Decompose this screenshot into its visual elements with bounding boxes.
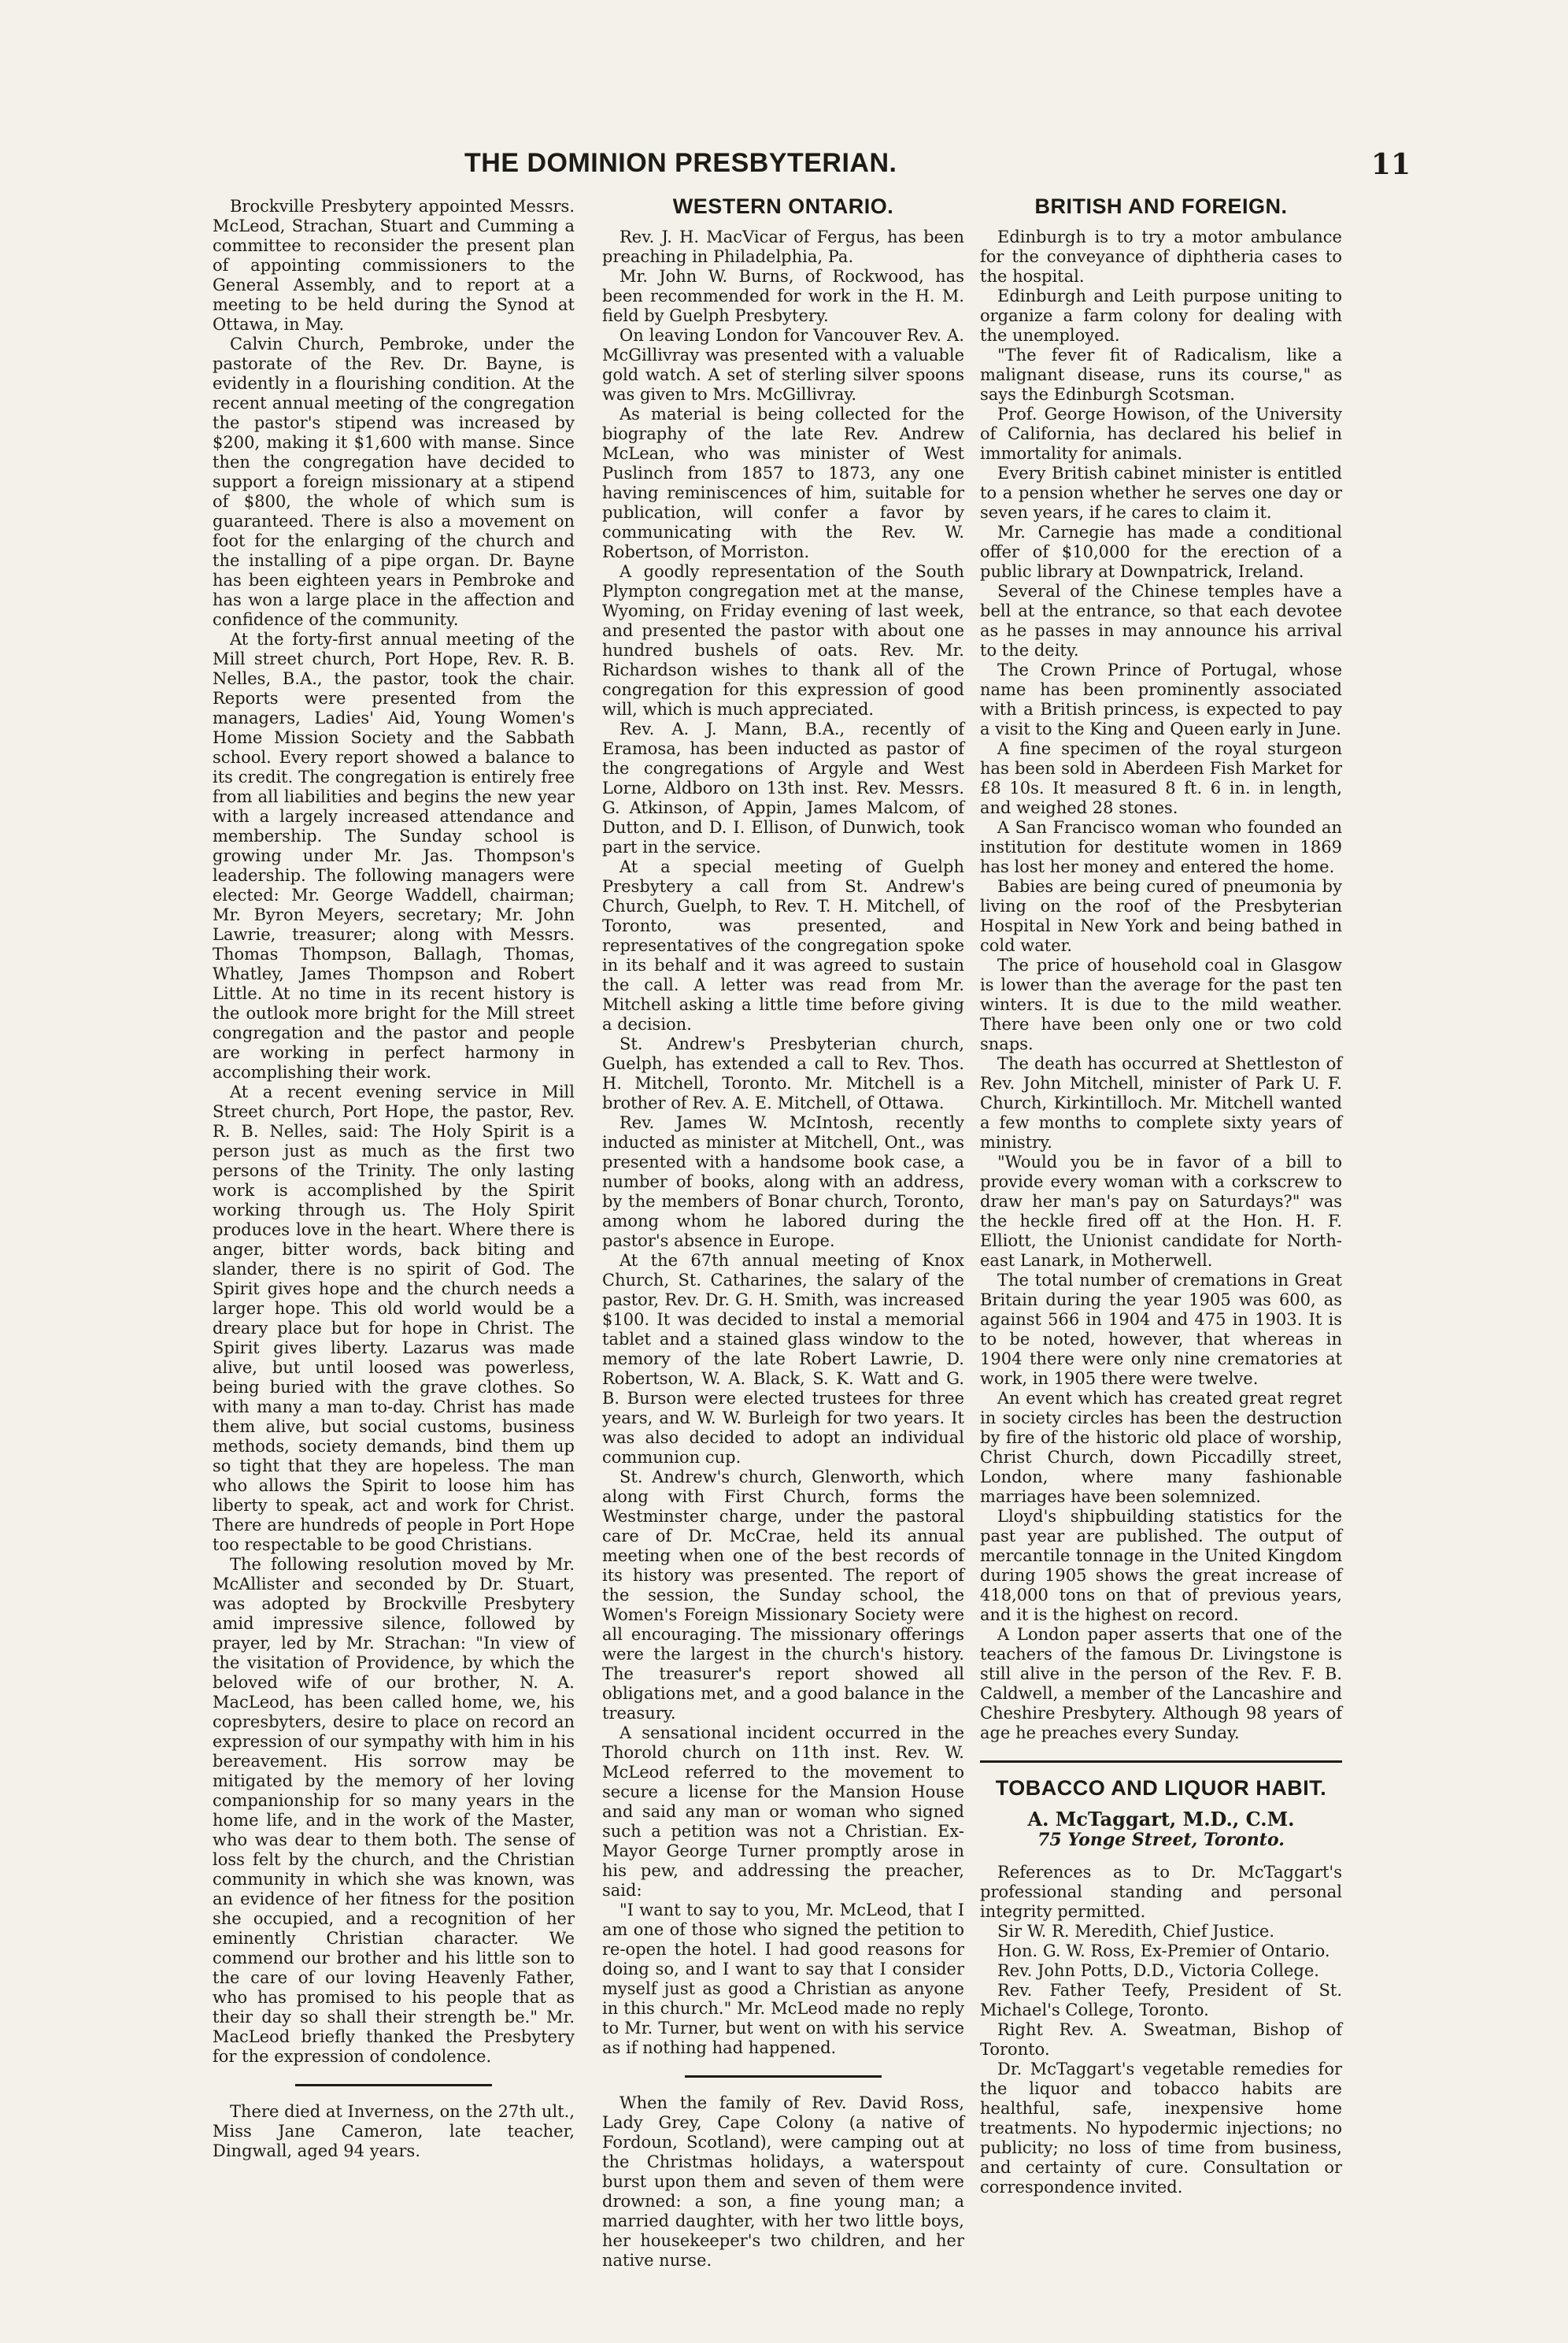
article-paragraph: Edinburgh is to try a motor ambulance for the conveyance of diphtheria cases to the hospital.	[980, 228, 1342, 286]
article-paragraph: St. Andrew's church, Glenworth, which along with First Church, forms the Westminster charge, under the pastoral care of Dr. McCrae, held its annual meeting when one of the best records of its history was presented. The report of the session, the Sunday school, the Women's Foreign Missionary Society were all encouraging. The missionary offerings were the largest in the church's history. The treasurer's report showed all obligations met, and a good balance in the treasury.	[602, 1468, 964, 1723]
article-paragraph: Babies are being cured of pneumonia by living on the roof of the Presbyterian Hospital in New York and being bathed in cold water.	[980, 877, 1342, 955]
article-paragraph: "The fever fit of Radicalism, like a malignant disease, runs its course," as says the Edinburgh Scotsman.	[980, 346, 1342, 404]
advert-doctor-name: A. McTaggart, M.D., C.M.	[1027, 1808, 1295, 1830]
article-paragraph: On leaving London for Vancouver Rev. A. McGillivray was presented with a valuable gold watch. A set of sterling silver spoons was given to Mrs. McGillivray.	[602, 326, 964, 404]
article-paragraph: Edinburgh and Leith purpose uniting to organize a farm colony for dealing with the unemployed.	[980, 287, 1342, 345]
article-paragraph: A sensational incident occurred in the Thorold church on 11th inst. Rev. W. McLeod referred to the movement to secure a license for the Mansion House and said any man or woman who signed such a petition was not a Christian. Ex-Mayor George Turner promptly arose in his pew, and addressing the preacher, said:	[602, 1723, 964, 1900]
article-paragraph: A fine specimen of the royal sturgeon has been sold in Aberdeen Fish Market for £8 10s. It measured 8 ft. 6 in. in length, and weighed 28 stones.	[980, 739, 1342, 817]
section-heading-western-ontario: WESTERN ONTARIO.	[672, 194, 894, 218]
article-paragraph: The death has occurred at Shettleston of Rev. John Mitchell, minister of Park U. F. Church, Kirkintilloch. Mr. Mitchell wanted a few months to complete sixty years of ministry.	[980, 1054, 1342, 1152]
masthead-title: THE DOMINION PRESBYTERIAN.	[464, 148, 897, 178]
article-paragraph: When the family of Rev. David Ross, Lady Grey, Cape Colony (a native of Fordoun, Scotland), were camping out at the Christmas holidays, a waterspout burst upon them and seven of them were drowned: a son, a fine young man; a married daughter, with her two little boys, her housekeeper's two children, and her native nurse.	[602, 2093, 964, 2270]
article-paragraph: There died at Inverness, on the 27th ult., Miss Jane Cameron, late teacher, Dingwall, aged 94 years.	[213, 2102, 575, 2160]
article-paragraph: Calvin Church, Pembroke, under the pastorate of the Rev. Dr. Bayne, is evidently in a flourishing condition. At the recent annual meeting of the congregation the pastor's stipend was increased by $200, making it $1,600 with manse. Since then the congregation have decided to support a foreign missionary at a stipend of $800, the whole of which sum is guaranteed. There is also a movement on foot for the enlarging of the church and the installing of a pipe organ. Dr. Bayne has been eighteen years in Pembroke and has won a large place in the affection and confidence of the community.	[213, 335, 575, 629]
advert-heading: TOBACCO AND LIQUOR HABIT.	[995, 1776, 1327, 1800]
advertisement-tobacco-liquor	[980, 1776, 1342, 2197]
article-paragraph: At a recent evening service in Mill Street church, Port Hope, the pastor, Rev. R. B. Nelles, said: The Holy Spirit is a person just as much as the first two persons of the Trinity. The only lasting work is accomplished by the Spirit working through us. The Holy Spirit produces love in the heart. Where there is anger, bitter words, back biting and slander, there is no spirit of God. The Spirit gives hope and the church needs a larger hope. This old world would be a dreary place but for hope in Christ. The Spirit gives liberty. Lazarus was made alive, but until loosed was powerless, being buried with the grave clothes. So with many a man to-day. Christ has made them alive, but social customs, business methods, society demands, bind them up so tight that they are hopeless. The man who allows the Spirit to loose him has liberty to speak, act and work for Christ. There are hundreds of people in Port Hope too respectable to be good Christians.	[213, 1083, 575, 1554]
article-paragraph: At a special meeting of Guelph Presbytery a call from St. Andrew's Church, Guelph, to Rev. T. H. Mitchell, of Toronto, was presented, and representatives of the congregation spoke in its behalf and it was agreed to sustain the call. A letter was read from Mr. Mitchell asking a little time before giving a decision.	[602, 857, 964, 1034]
article-paragraph: Rev. A. J. Mann, B.A., recently of Eramosa, has been inducted as pastor of the congregations of Argyle and West Lorne, Aldboro on 13th inst. Rev. Messrs. G. Atkinson, of Appin, James Malcom, of Dutton, and D. I. Ellison, of Dunwich, took part in the service.	[602, 720, 964, 857]
article-paragraph: Prof. George Howison, of the University of California, has declared his belief in immortality for animals.	[980, 405, 1342, 463]
article-paragraph: The total number of cremations in Great Britain during the year 1905 was 600, as against 566 in 1904 and 475 in 1903. It is to be noted, however, that whereas in 1904 there were only nine crematories at work, in 1905 there were twelve.	[980, 1271, 1342, 1388]
column-divider-rule	[295, 2084, 492, 2086]
article-paragraph: An event which has created great regret in society circles has been the destruction by fire of the historic old place of worship, Christ Church, down Piccadilly street, London, where many fashionable marriages have been solemnized.	[980, 1389, 1342, 1506]
article-paragraph: "Would you be in favor of a bill to provide every woman with a corkscrew to draw her man's pay on Saturdays?" was the heckle fired off at the Hon. H. F. Elliott, the Unionist candidate for North-east Lanark, in Motherwell.	[980, 1153, 1342, 1270]
advert-reference: Right Rev. A. Sweatman, Bishop of Toronto.	[980, 2020, 1342, 2059]
article-paragraph: A London paper asserts that one of the teachers of the famous Dr. Livingstone is still alive in the person of the Rev. F. B. Caldwell, a member of the Lancashire and Cheshire Presbytery. Although 98 years of age he preaches every Sunday.	[980, 1625, 1342, 1742]
column-divider-rule	[980, 1760, 1342, 1763]
article-paragraph: The price of household coal in Glasgow is lower than the average for the past ten winters. It is due to the mild weather. There have been only one or two cold snaps.	[980, 956, 1342, 1053]
advert-reference: Rev. John Potts, D.D., Victoria College.	[997, 1961, 1319, 1980]
article-paragraph: Several of the Chinese temples have a bell at the entrance, so that each devotee as he passes in may announce his arrival to the deity.	[980, 582, 1342, 660]
article-paragraph: Mr. John W. Burns, of Rockwood, has been recommended for work in the H. M. field by Guelph Presbytery.	[602, 267, 964, 325]
article-paragraph: Mr. Carnegie has made a conditional offer of $10,000 for the erection of a public library at Downpatrick, Ireland.	[980, 523, 1342, 581]
article-paragraph: Rev. James W. McIntosh, recently inducted as minister at Mitchell, Ont., was presented with a handsome book case, a number of books, along with an address, by the members of Bonar church, Toronto, among whom he labored during the pastor's absence in Europe.	[602, 1113, 964, 1250]
advert-reference: Rev. Father Teefy, President of St. Michael's College, Toronto.	[980, 1981, 1342, 2019]
advert-reference: Sir W. R. Meredith, Chief Justice.	[997, 1922, 1275, 1941]
advert-intro: References as to Dr. McTaggart's professional standing and personal integrity permitted.	[980, 1863, 1342, 1921]
column-local-news	[213, 197, 575, 2161]
article-paragraph: St. Andrew's Presbyterian church, Guelph, has extended a call to Rev. Thos. H. Mitchell, Toronto. Mr. Mitchell is a brother of Rev. A. E. Mitchell, of Ottawa.	[602, 1035, 964, 1112]
article-paragraph: Lloyd's shipbuilding statistics for the past year are published. The output of mercantile tonnage in the United Kingdom during 1905 shows the great increase of 418,000 tons on that of previous years, and it is the highest on record.	[980, 1507, 1342, 1624]
article-paragraph: At the 67th annual meeting of Knox Church, St. Catharines, the salary of the pastor, Rev. Dr. G. H. Smith, was increased $100. It was decided to instal a memorial tablet and a stained glass window to the memory of the late Robert Lawrie, D. Robertson, W. A. Black, S. K. Watt and G. B. Burson were elected trustees for three years, and W. W. Burleigh for two years. It was also decided to adopt an individual communion cup.	[602, 1251, 964, 1467]
advert-address: 75 Yonge Street, Toronto.	[1037, 1830, 1285, 1850]
advert-closing: Dr. McTaggart's vegetable remedies for the liquor and tobacco habits are healthful, safe, inexpensive home treatments. No hypodermic injections; no publicity; no loss of time from business, and certainty of cure. Consultation or correspondence invited.	[980, 2060, 1342, 2197]
page-number: 11	[1370, 148, 1411, 181]
article-paragraph: Rev. J. H. MacVicar of Fergus, has been preaching in Philadelphia, Pa.	[602, 228, 964, 266]
article-paragraph: A goodly representation of the South Plympton congregation met at the manse, Wyoming, on Friday evening of last week, and presented the pastor with about one hundred bushels of oats. Rev. Mr. Richardson wishes to thank all of the congregation for this expression of good will, which is much appreciated.	[602, 562, 964, 719]
article-paragraph: A San Francisco woman who founded an institution for destitute women in 1869 has lost her money and entered the home.	[980, 818, 1342, 876]
advert-reference: Hon. G. W. Ross, Ex-Premier of Ontario.	[997, 1941, 1330, 1960]
article-paragraph: At the forty-first annual meeting of the Mill street church, Port Hope, Rev. R. B. Nelles, B.A., the pastor, took the chair. Reports were presented from the managers, Ladies' Aid, Young Women's Home Mission Society and the Sabbath school. Every report showed a balance to its credit. The congregation is entirely free from all liabilities and begins the new year with a largely increased attendance and membership. The Sunday school is growing under Mr. Jas. Thompson's leadership. The following managers were elected: Mr. George Waddell, chairman; Mr. Byron Meyers, secretary; Mr. John Lawrie, treasurer; along with Messrs. Thomas Thompson, Ballagh, Thomas, Whatley, James Thompson and Robert Little. At no time in its recent history is the outlook more bright for the Mill street congregation and the pastor and people are working in perfect harmony in accomplishing their work.	[213, 630, 575, 1082]
section-heading-british-and-foreign: BRITISH AND FOREIGN.	[1034, 194, 1288, 218]
column-british-and-foreign	[980, 194, 1342, 2197]
article-paragraph: The following resolution moved by Mr. McAllister and seconded by Dr. Stuart, was adopted by Brockville Presbytery amid impressive silence, followed by prayer, led by Mr. Strachan: "In view of the visitation of Providence, by which the beloved wife of our brother, N. A. MacLeod, has been called home, we, his copresbyters, desire to place on record an expression of our sympathy with him in his bereavement. His sorrow may be mitigated by the memory of her loving companionship for so many years in the home life, and in the work of the Master, who was dear to them both. The sense of loss felt by the church, and the Christian community in which she was known, was an evidence of her fitness for the position she occupied, and a recognition of her eminently Christian character. We commend our brother and his little son to the care of our loving Heavenly Father, who has promised to his people that as their day so shall their strength be." Mr. MacLeod briefly thanked the Presbytery for the expression of condolence.	[213, 1555, 575, 2066]
article-paragraph: The Crown Prince of Portugal, whose name has been prominently associated with a British princess, is expected to pay a visit to the King and Queen early in June.	[980, 661, 1342, 738]
article-paragraph: As material is being collected for the biography of the late Rev. Andrew McLean, who was minister of West Puslinch from 1857 to 1873, any one having reminiscences of him, suitable for publication, will confer a favor by communicating with the Rev. W. Robertson, of Morriston.	[602, 405, 964, 561]
column-western-ontario	[602, 194, 964, 2271]
article-paragraph: Brockville Presbytery appointed Messrs. McLeod, Strachan, Stuart and Cumming a committee to reconsider the present plan of appointing commissioners to the General Assembly, and to report at a meeting to be held during the Synod at Ottawa, in May.	[213, 197, 575, 334]
article-paragraph: "I want to say to you, Mr. McLeod, that I am one of those who signed the petition to re-open the hotel. I had good reasons for doing so, and I want to say that I consider myself just as good a Christian as anyone in this church." Mr. McLeod made no reply to Mr. Turner, but went on with his service as if nothing had happened.	[602, 1901, 964, 2057]
column-divider-rule	[685, 2075, 882, 2078]
article-paragraph: Every British cabinet minister is entitled to a pension whether he serves one day or seven years, if he cares to claim it.	[980, 464, 1342, 522]
